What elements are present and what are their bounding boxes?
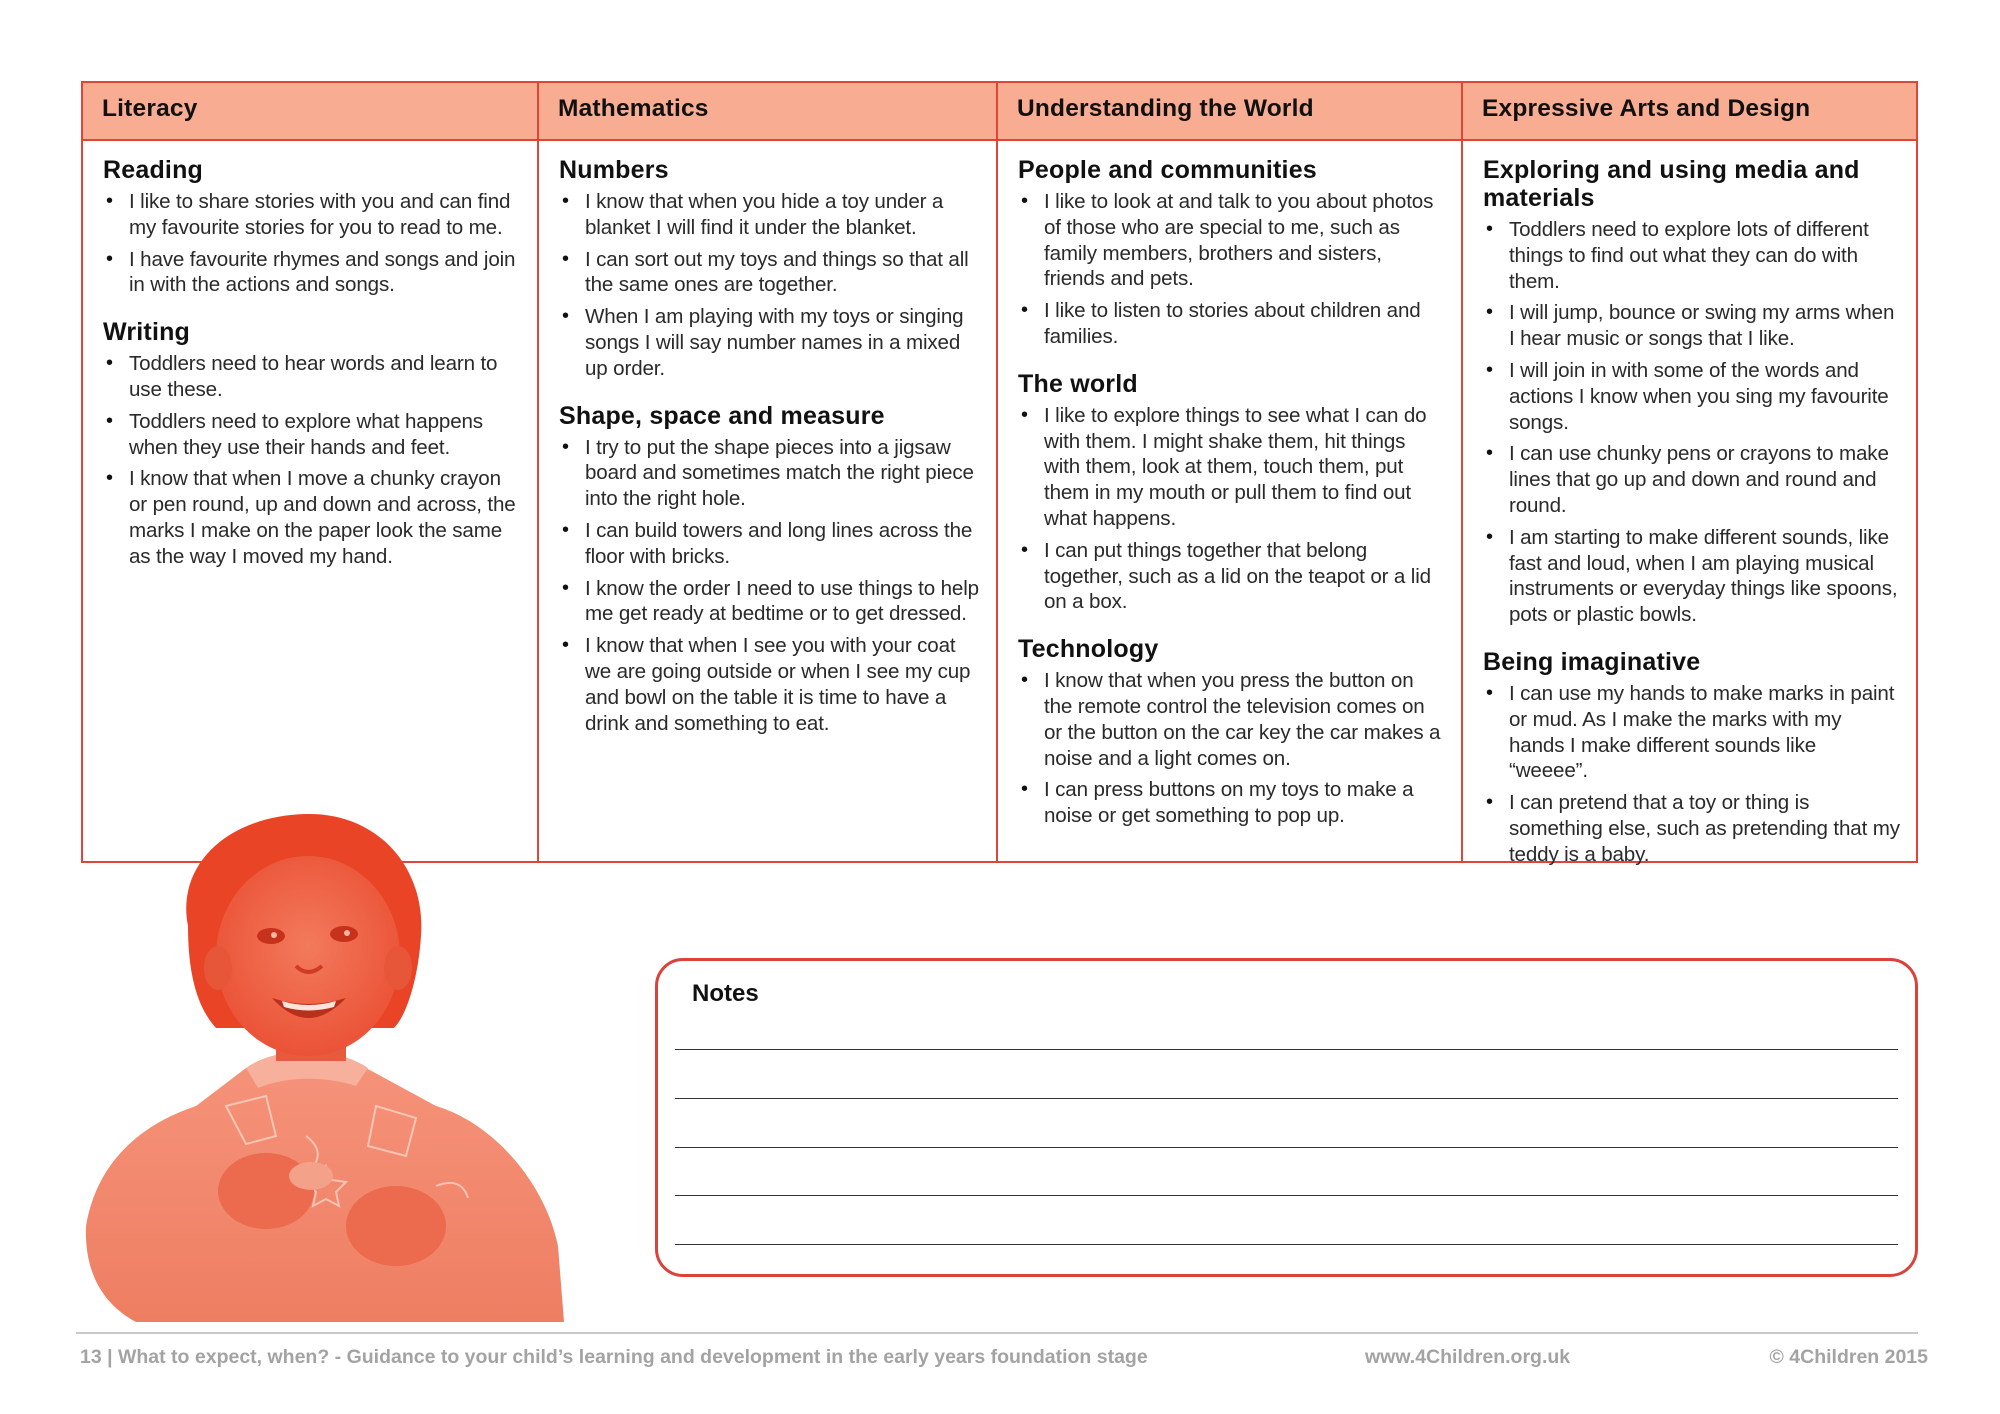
column-expressive-arts-and-design	[1463, 83, 1916, 866]
child-photo	[76, 806, 596, 1326]
bullet-list	[1483, 217, 1900, 628]
notes-box	[655, 958, 1918, 1277]
section	[1018, 156, 1445, 350]
list-item-text: I am starting to make different sounds, like fast and loud, when I am playing musical instruments or everyday things like spoons, pots or plastic bowls.	[1508, 525, 1898, 627]
footer-copyright: © 4Children 2015	[1769, 1346, 1928, 1368]
bullet-icon: •	[562, 190, 569, 212]
section-title: Writing	[103, 318, 191, 347]
list-item-text: I know that when you press the button on the remote control the television comes on or the button on the car key the car makes a noise and a light comes on.	[1044, 669, 1441, 770]
list-item	[1483, 300, 1900, 352]
list-item	[1018, 189, 1445, 292]
right-hand	[346, 1186, 446, 1266]
list-item	[1018, 403, 1445, 532]
bullet-icon: •	[1021, 778, 1028, 801]
list-item	[559, 247, 980, 299]
list-item	[1018, 777, 1445, 829]
list-item-text: I can pretend that a toy or thing is something else, such as pretending that my teddy is a baby.	[1508, 791, 1900, 866]
list-item	[1483, 790, 1900, 867]
list-item	[559, 304, 980, 381]
list-item-text: I can put things together that belong together, such as a lid on the teapot or a lid on a box.	[1044, 538, 1431, 614]
column-understanding-the-world	[998, 83, 1463, 861]
bullet-list	[1018, 668, 1445, 829]
list-item-text: I know that when I see you with your coat we are going outside or when I see my cup and bowl on the table it is time to have a drink and something to eat.	[585, 634, 971, 735]
bullet-list	[559, 435, 980, 737]
footer-page-title: 13 | What to expect, when? - Guidance to your child’s learning and development in the early years foundation stage	[80, 1346, 1148, 1368]
list-item-text: Toddlers need to hear words and learn to use these.	[129, 352, 498, 401]
bullet-icon: •	[562, 305, 569, 328]
list-item-text: I will join in with some of the words and actions I know when you sing my favourite songs.	[1508, 358, 1889, 434]
bullet-list	[103, 351, 521, 569]
list-item-text: I can sort out my toys and things so that all the same ones are together.	[585, 247, 969, 297]
note-writing-line[interactable]	[675, 1049, 1898, 1050]
column-header: Literacy	[83, 83, 537, 141]
list-item	[559, 435, 980, 512]
list-item-text: I like to explore things to see what I can do with them. I might shake them, hit things with them, look at them, touch them, put them in my mouth or pull them to find out what happens.	[1044, 403, 1427, 530]
bullet-icon: •	[1485, 358, 1493, 381]
bullet-list	[103, 189, 521, 298]
column-body	[83, 141, 537, 570]
section	[103, 156, 521, 298]
list-item-text: Toddlers need to explore lots of different things to find out what they can do with them.	[1508, 218, 1869, 293]
list-item	[1018, 668, 1445, 771]
column-mathematics	[539, 83, 998, 861]
bullet-icon: •	[106, 409, 113, 432]
right-eye	[330, 926, 358, 942]
section	[1483, 648, 1900, 868]
bullet-list	[1018, 403, 1445, 615]
section-title: Reading	[103, 156, 204, 184]
list-item-text: I have favourite rhymes and songs and join in with the actions and songs.	[129, 247, 516, 297]
list-item-text: When I am playing with my toys or singing songs I will say number names in a mixed up order.	[585, 305, 964, 380]
note-writing-line[interactable]	[675, 1195, 1898, 1196]
section	[103, 318, 521, 569]
list-item	[1483, 441, 1900, 518]
column-header: Understanding the World	[998, 83, 1461, 141]
bullet-icon: •	[106, 247, 113, 270]
list-item	[559, 518, 980, 570]
list-item	[1483, 525, 1900, 628]
list-item-text: I like to listen to stories about children and families.	[1044, 299, 1421, 348]
column-literacy	[83, 83, 539, 861]
section-title: Being imaginative	[1482, 647, 1701, 676]
bullet-icon: •	[1485, 442, 1493, 465]
bullet-icon: •	[562, 247, 569, 270]
list-item	[103, 351, 521, 403]
column-header: Expressive Arts and Design	[1463, 83, 1916, 141]
smock-shape	[86, 1058, 564, 1322]
bullet-icon: •	[562, 576, 569, 599]
list-item-text: I know the order I need to use things to help me get ready at bedtime or to get dressed.	[585, 576, 979, 626]
list-item-text: I like to look at and talk to you about photos of those who are special to me, such as family members, brothers and sisters, friends and pets.	[1044, 190, 1434, 291]
bullet-list	[1018, 189, 1445, 350]
section	[559, 402, 980, 737]
list-item	[559, 189, 980, 241]
list-item	[559, 633, 980, 736]
section-title: Technology	[1018, 635, 1159, 664]
column-body	[998, 141, 1461, 829]
section-title: The world	[1018, 369, 1138, 398]
face-shape	[216, 856, 400, 1056]
section	[1018, 370, 1445, 615]
list-item-text: I know that when I move a chunky crayon or pen round, up and down and across, the marks I make on the paper look the same as the way I moved my hand.	[129, 467, 516, 568]
notes-title: Notes	[692, 980, 759, 1007]
column-header: Mathematics	[539, 83, 996, 141]
footer-divider	[76, 1332, 1918, 1334]
bullet-icon: •	[106, 352, 113, 375]
list-item-text: Toddlers need to explore what happens when they use their hands and feet.	[129, 409, 483, 459]
note-writing-line[interactable]	[675, 1147, 1898, 1148]
bullet-icon: •	[1485, 218, 1493, 240]
bullet-icon: •	[1021, 538, 1028, 561]
list-item	[1483, 217, 1900, 294]
list-item	[1483, 358, 1900, 435]
section	[1018, 635, 1445, 829]
list-item-text: I will jump, bounce or swing my arms when I hear music or songs that I like.	[1508, 301, 1895, 351]
column-body	[539, 141, 996, 736]
list-item	[1018, 298, 1445, 350]
bullet-list	[559, 189, 980, 382]
bullet-icon: •	[562, 435, 569, 458]
list-item	[1018, 538, 1445, 615]
note-writing-line[interactable]	[675, 1244, 1898, 1245]
bullet-icon: •	[1485, 301, 1493, 324]
note-writing-line[interactable]	[675, 1098, 1898, 1099]
list-item-text: I can use my hands to make marks in paint or mud. As I make the marks with my hands I make different sounds like “weeee”.	[1508, 681, 1895, 783]
bullet-icon: •	[562, 518, 569, 541]
section-title: People and communities	[1018, 156, 1317, 184]
bullet-icon: •	[1021, 403, 1028, 426]
list-item	[103, 189, 521, 241]
section-title: Numbers	[559, 156, 669, 184]
section	[1483, 156, 1900, 628]
list-item	[559, 576, 980, 628]
bullet-icon: •	[1021, 299, 1028, 322]
list-item-text: I like to share stories with you and can find my favourite stories for you to read to me.	[129, 190, 511, 239]
footer-website-link[interactable]: www.4Children.org.uk	[1365, 1346, 1571, 1368]
list-item-text: I can build towers and long lines across the floor with bricks.	[585, 518, 973, 568]
list-item-text: I can press buttons on my toys to make a noise or get something to pop up.	[1044, 778, 1414, 828]
bullet-icon: •	[1485, 525, 1493, 548]
section-title: Exploring and using media and materials	[1482, 156, 1860, 212]
list-item-text: I can use chunky pens or crayons to make lines that go up and down and round and round.	[1508, 442, 1889, 517]
bullet-icon: •	[1021, 669, 1028, 692]
list-item	[103, 409, 521, 461]
list-item	[1483, 681, 1900, 784]
section-title: Shape, space and measure	[559, 401, 885, 430]
learning-areas-table	[81, 81, 1918, 866]
left-eye	[257, 928, 285, 944]
list-item	[103, 466, 521, 569]
bullet-list	[1483, 681, 1900, 868]
bullet-icon: •	[562, 634, 569, 657]
bullet-icon: •	[1485, 681, 1493, 704]
column-body	[1463, 141, 1916, 868]
list-item-text: I know that when you hide a toy under a blanket I will find it under the blanket.	[585, 190, 944, 239]
list-item-text: I try to put the shape pieces into a jigsaw board and sometimes match the right piece into the right hole.	[585, 435, 974, 511]
bullet-icon: •	[1485, 791, 1493, 814]
bullet-icon: •	[106, 190, 113, 212]
bullet-icon: •	[1021, 190, 1028, 212]
section	[559, 156, 980, 382]
bullet-icon: •	[106, 467, 113, 490]
list-item	[103, 247, 521, 299]
